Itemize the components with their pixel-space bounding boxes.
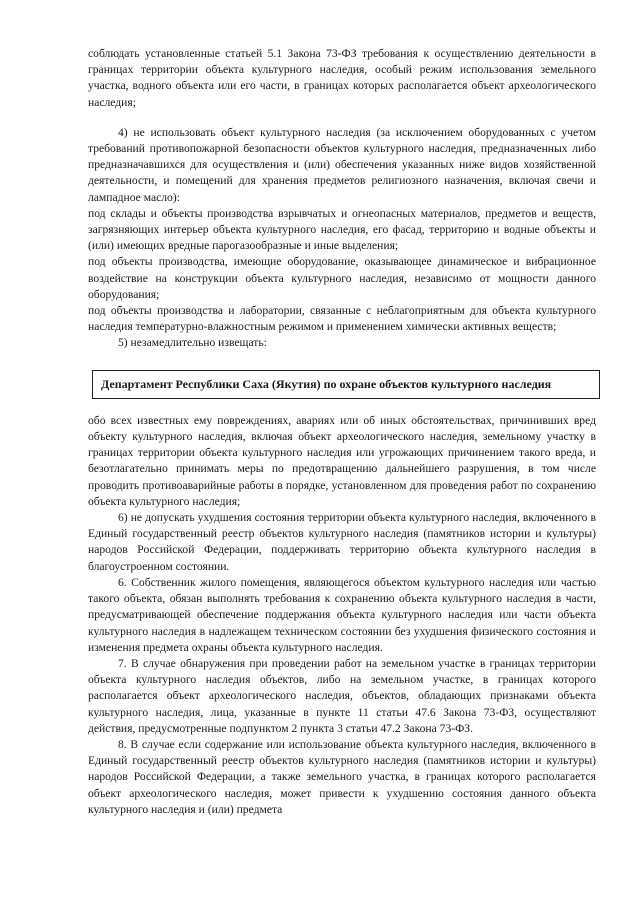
paragraph-damage: обо всех известных ему повреждениях, авариях или об иных обстоятельствах, причинивших вред объекту культурного наследия, включая объект археологического наследия, земельному участку в границах территории объекта культурного наследия или угрожающих причинением такого вреда, и безотлагательно принимать меры по предотвращению дальнейшего разрушения, в том числе проводить противоаварийные работы в порядке, установленном для проведения работ по сохранению объекта культурного наследия; — [88, 413, 596, 508]
paragraph-production: под объекты производства, имеющие оборудование, оказывающее динамическое и вибрационное воздействие на конструкции объекта культурного наследия, независимо от мощности данного оборудования; — [88, 255, 596, 301]
paragraph-warehouses: под склады и объекты производства взрывчатых и огнеопасных материалов, предметов и веществ, загрязняющих интерьер объекта культурного наследия, его фасад, территорию и водные объекты и (или) имеющих вредные парогазообразные и иные выделения; — [88, 206, 596, 253]
paragraph-item-4: 4) не использовать объект культурного наследия (за исключением оборудованных с учетом требований противопожарной безопасности объектов культурного наследия, предназначенных либо предназначавшихся для осуществления и (или) обеспечения указанных ниже видов хозяйственной деятельности, и помещений для хранения предметов религиозного назначения, включая свечи и лампадное масло): — [88, 125, 596, 204]
paragraph-labs: под объекты производства и лаборатории, связанные с неблагоприятным для объекта культурного наследия температурно-влажностным режимом и применением химически активных веществ; — [88, 304, 596, 334]
paragraph-clause-8: 8. В случае если содержание или использование объекта культурного наследия, включенного в Единый государственный реестр объектов культурного наследия (памятников истории и культуры) народов Российской Федерации, а также земельного участка, в границах которого располагается объект археологического наследия, может привести к ухудшению состояния данного объекта культурного наследия и (или) предмета — [88, 737, 596, 816]
paragraph-clause-7: 7. В случае обнаружения при проведении работ на земельном участке в границах территории объекта культурного наследия объектов, либо на земельном участке, в границах которого располагается объект археологического наследия, объектов, обладающих признаками объекта культурного наследия, лица, указанные в пункте 11 статьи 47.6 Закона 73-ФЗ, осуществляют действия, предусмотренные подпунктом 2 пункта 3 статьи 47.2 Закона 73-ФЗ. — [88, 656, 596, 735]
paragraph-item-6: 6) не допускать ухудшения состояния территории объекта культурного наследия, включенного в Единый государственный реестр объектов культурного наследия (памятников истории и культуры) народов Российской Федерации, поддерживать территорию объекта культурного наследия в благоустроенном состоянии. — [88, 511, 596, 573]
paragraph-clause-6: 6. Собственник жилого помещения, являющегося объектом культурного наследия или частью такого объекта, обязан выполнять требования к сохранению объекта культурного наследия в части, предусматривающей обеспечение поддержания объекта культурного наследия или части объекта культурного наследия в надлежащем техническом состоянии без ухудшения физического состояния и изменения предмета охраны объекта культурного наследия. — [88, 575, 596, 654]
department-box: Департамент Республики Саха (Якутия) по охране объектов культурного наследия — [92, 370, 600, 399]
paragraph-item-5: 5) незамедлительно извещать: — [118, 336, 267, 350]
paragraph-intro: соблюдать установленные статьей 5.1 Закона 73-ФЗ требования к осуществлению деятельности в границах территории объекта культурного наследия, особый режим использования земельного участка, водного объекта или его части, в границах которых располагается объект археологического наследия; — [88, 47, 596, 109]
document-page — [88, 46, 596, 818]
